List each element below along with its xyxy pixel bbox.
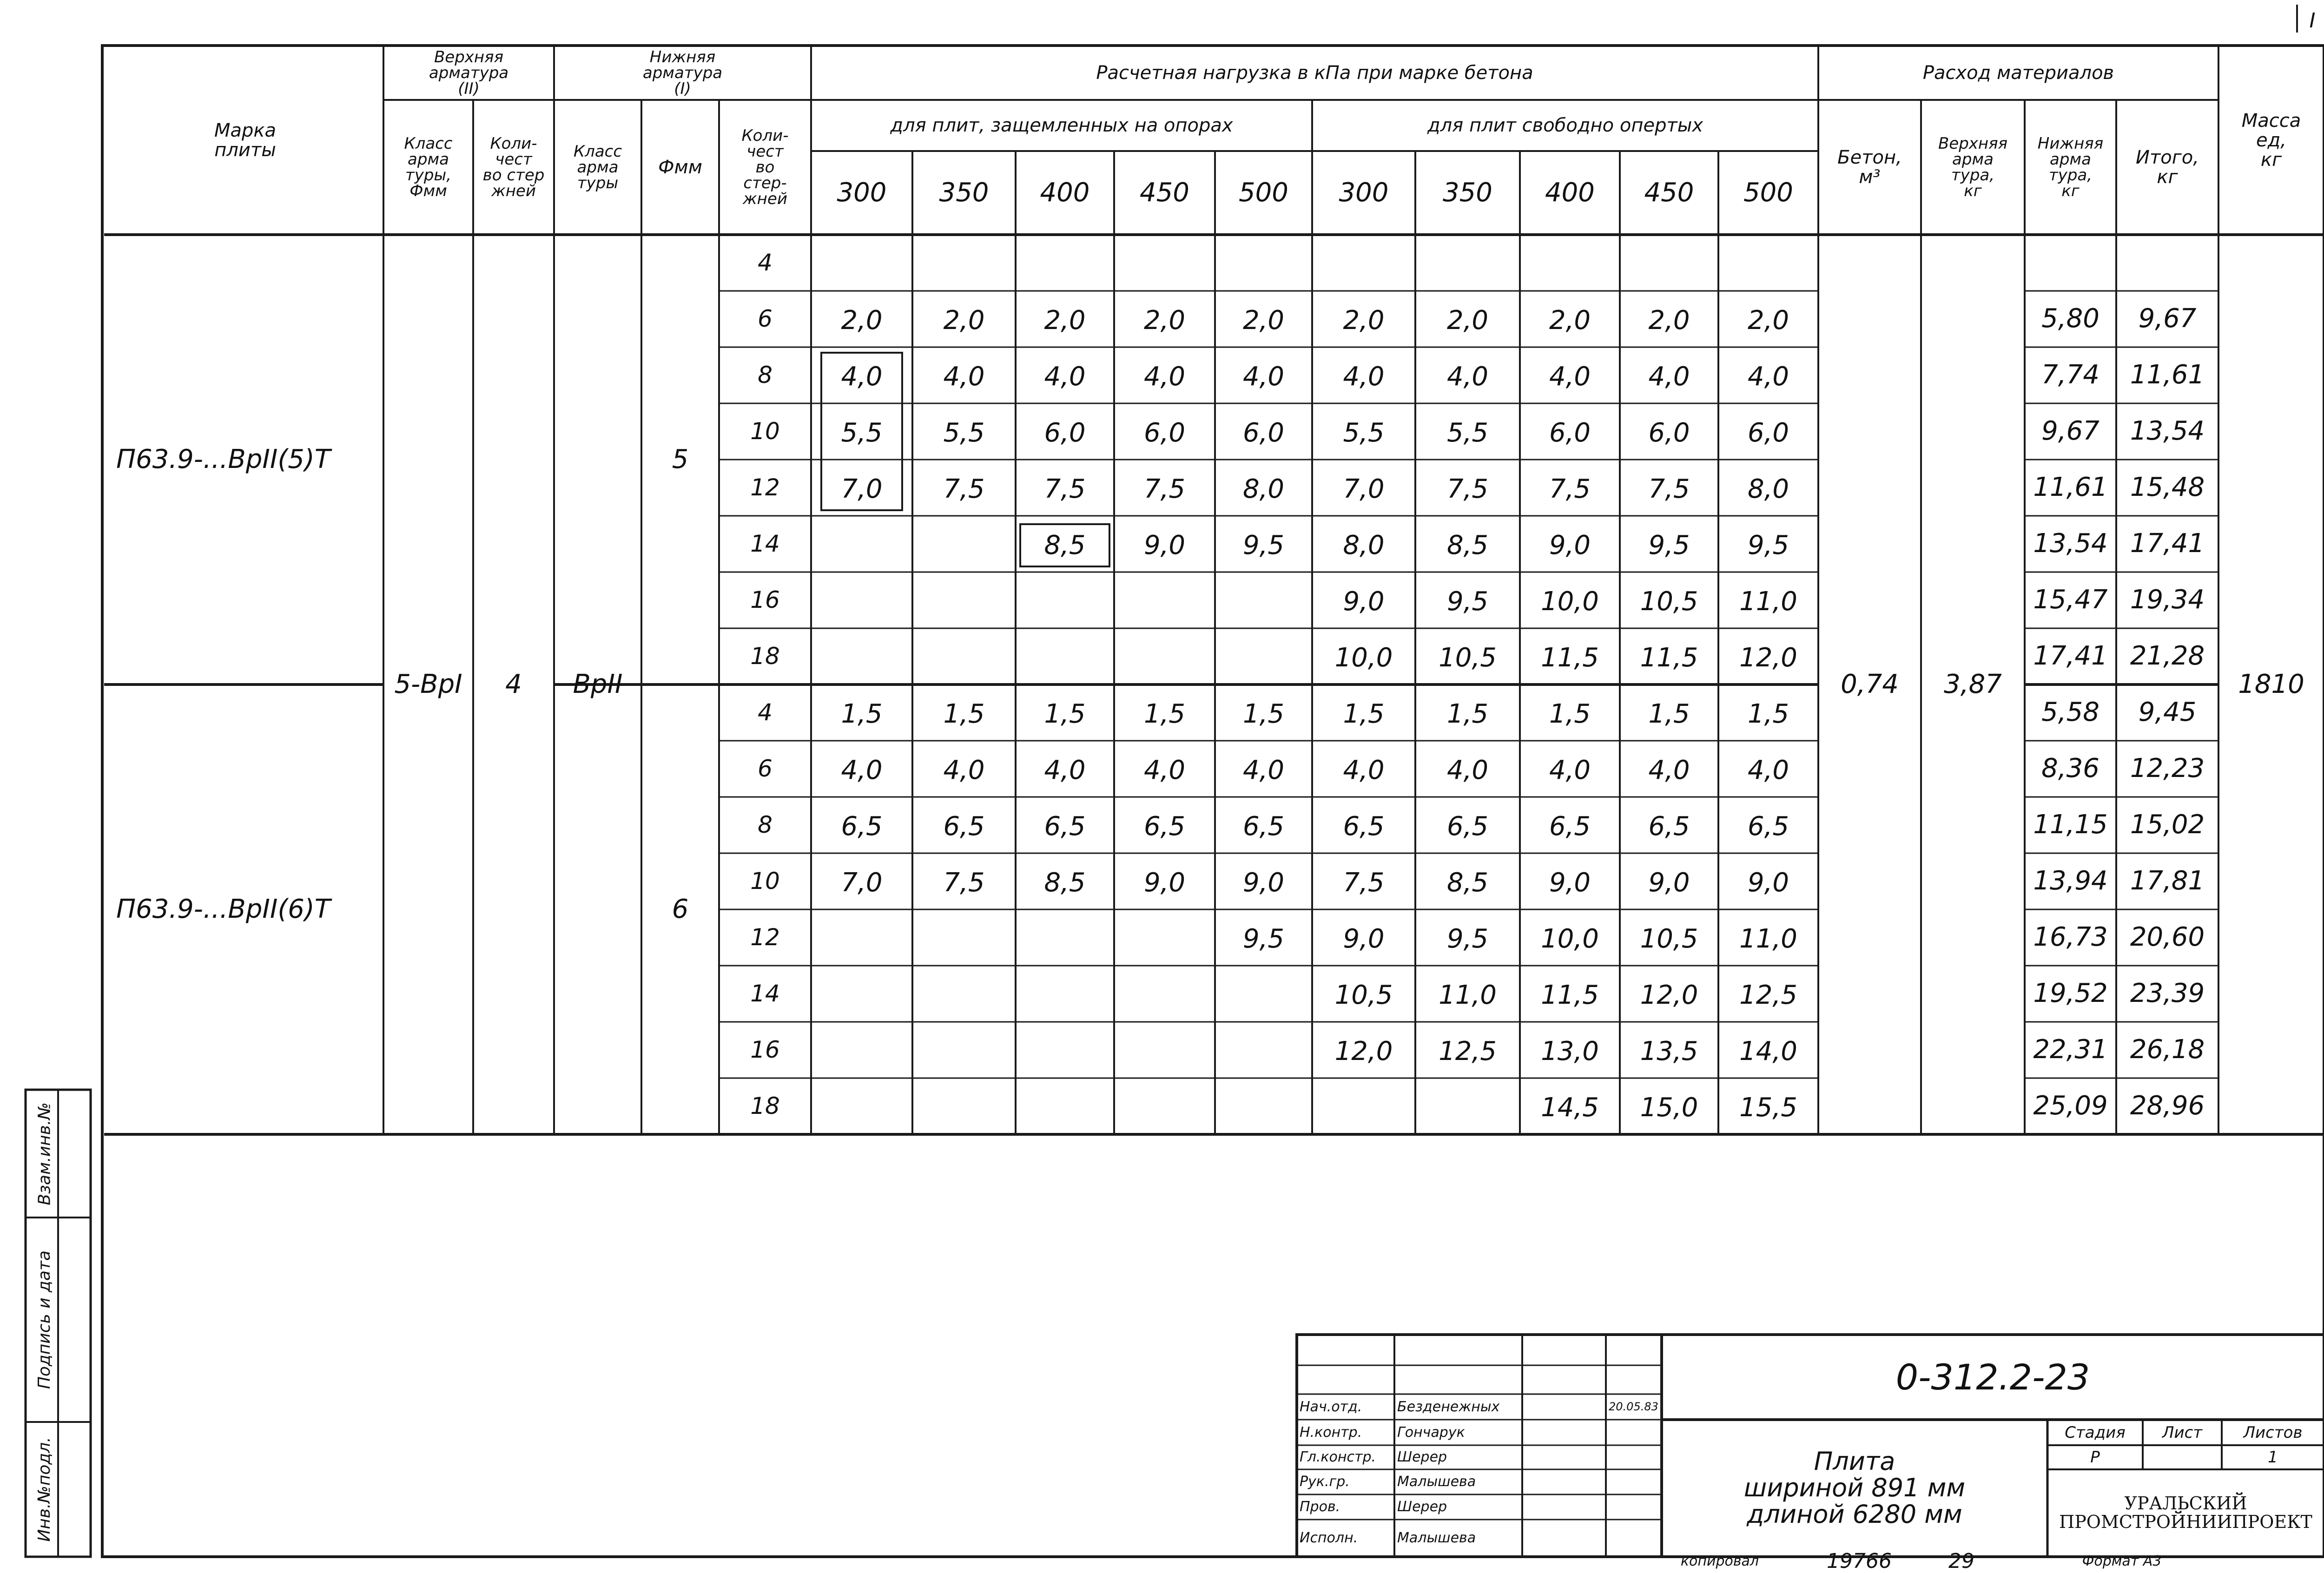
load-free-cell: 12,5 <box>1739 980 1797 1011</box>
load-free-cell: 1,5 <box>1549 699 1591 730</box>
load-clamped-cell: 1,5 <box>1044 699 1086 730</box>
copied-label: копировал <box>1680 1553 1759 1569</box>
load-free-cell: 6,0 <box>1648 418 1690 448</box>
load-free-cell: 5,5 <box>1343 418 1385 448</box>
load-clamped-cell: 5,5 <box>943 418 985 448</box>
load-clamped-cell: 4,0 <box>841 362 883 392</box>
load-free-cell: 9,5 <box>1648 530 1690 561</box>
lower-mass-cell: 8,36 <box>2041 753 2100 784</box>
load-free-cell: 4,0 <box>1648 362 1690 392</box>
load-clamped-cell: 4,0 <box>943 362 985 392</box>
load-clamped-cell <box>912 516 1016 572</box>
name-label: Гончарук <box>1397 1424 1465 1441</box>
load-free-cell: 13,0 <box>1541 1036 1599 1067</box>
load-free-cell: 9,5 <box>1446 924 1489 954</box>
load-clamped-cell <box>1016 628 1114 684</box>
load-free-cell: 4,0 <box>1343 755 1385 786</box>
bar-count: 8 <box>758 811 772 839</box>
format-label: Формат А3 <box>2082 1553 2162 1569</box>
side-stamp-label-0: Инв.№подл. <box>34 1437 54 1542</box>
lower-mass-header: Нижняя арма тура, кг <box>2037 134 2104 200</box>
grade-clamped-2: 400 <box>1040 177 1090 208</box>
bar-count: 10 <box>750 868 780 895</box>
bar-count: 8 <box>758 362 772 389</box>
load-free-cell: 10,0 <box>1541 924 1599 954</box>
load-clamped-cell <box>1016 966 1114 1022</box>
load-clamped-cell: 6,5 <box>841 811 883 842</box>
bar-count: 18 <box>750 1093 780 1120</box>
load-free-cell <box>1620 235 1718 291</box>
load-free-cell <box>1312 235 1415 291</box>
upper-mass-header: Верхняя арма тура, кг <box>1938 134 2008 200</box>
load-clamped-cell: 1,5 <box>841 699 883 730</box>
load-clamped-cell <box>1016 909 1114 966</box>
load-clamped-cell <box>1016 235 1114 291</box>
load-free-cell: 1,5 <box>1343 699 1385 730</box>
load-free-cell: 7,5 <box>1549 474 1591 505</box>
load-free-cell: 6,0 <box>1549 418 1591 448</box>
lower-mass-cell: 17,41 <box>2033 641 2108 671</box>
lower-diameter-header: Фмм <box>658 157 702 178</box>
unit-mass-header: Масса ед, кг <box>2241 110 2301 171</box>
load-free-cell <box>1415 235 1520 291</box>
load-free-cell: 12,0 <box>1334 1036 1393 1067</box>
load-clamped-cell: 8,5 <box>1044 868 1086 898</box>
total-mass-cell: 9,67 <box>2138 303 2197 334</box>
load-free-cell: 15,5 <box>1739 1093 1797 1123</box>
load-free-cell: 10,5 <box>1334 980 1393 1011</box>
lower-mass-cell: 22,31 <box>2033 1034 2108 1065</box>
name-label: Шерер <box>1397 1449 1447 1466</box>
load-free-cell: 9,0 <box>1343 586 1385 617</box>
grade-clamped-0: 300 <box>837 177 887 208</box>
lower-mass-cell: 5,58 <box>2041 697 2100 728</box>
load-free-cell: 6,0 <box>1747 418 1789 448</box>
load-free-cell: 6,5 <box>1343 811 1385 842</box>
load-free-cell <box>1415 1078 1520 1134</box>
load-free-cell: 6,5 <box>1549 811 1591 842</box>
load-clamped-cell <box>811 909 912 966</box>
lower-count-header: Коли- чест во стер- жней <box>741 126 789 208</box>
load-free-cell: 14,5 <box>1541 1093 1599 1123</box>
load-clamped-cell <box>912 909 1016 966</box>
load-clamped-cell: 6,0 <box>1242 418 1285 448</box>
load-clamped-cell: 8,5 <box>1044 530 1086 561</box>
grade-free-2: 400 <box>1545 177 1595 208</box>
load-free-cell: 7,5 <box>1446 474 1489 505</box>
load-clamped-cell <box>1215 1078 1312 1134</box>
load-clamped-cell <box>1114 909 1215 966</box>
load-clamped-cell: 2,0 <box>1143 305 1186 336</box>
load-free-cell: 15,0 <box>1640 1093 1698 1123</box>
load-free-cell: 8,0 <box>1747 474 1789 505</box>
load-free-cell: 2,0 <box>1343 305 1385 336</box>
load-clamped-cell: 4,0 <box>841 755 883 786</box>
role-label: Нач.отд. <box>1300 1398 1362 1415</box>
load-free-cell: 10,0 <box>1334 643 1393 673</box>
total-mass-cell: 11,61 <box>2130 360 2205 390</box>
load-clamped-cell <box>1215 1022 1312 1078</box>
load-free-cell: 7,5 <box>1343 868 1385 898</box>
load-free-cell <box>1520 235 1620 291</box>
bar-count: 18 <box>750 643 780 670</box>
side-stamp-label-1: Подпись и дата <box>34 1250 54 1389</box>
date-label: 20.05.83 <box>1609 1400 1658 1413</box>
lower-mass-cell: 9,67 <box>2041 416 2100 447</box>
load-clamped-cell <box>1215 628 1312 684</box>
sheets-label: Листов <box>2243 1423 2303 1442</box>
load-clamped-cell: 7,5 <box>1143 474 1186 505</box>
role-label: Рук.гр. <box>1300 1474 1350 1490</box>
side-stamp-label-2: Взам.инв.№ <box>34 1102 54 1205</box>
load-clamped-cell: 9,0 <box>1143 868 1186 898</box>
doc-code: 0-312.2-23 <box>1895 1356 2090 1398</box>
total-mass-cell: 21,28 <box>2130 641 2205 671</box>
load-clamped-cell: 2,0 <box>841 305 883 336</box>
load-clamped-cell <box>811 235 912 291</box>
role-label: Пров. <box>1300 1499 1340 1515</box>
load-clamped-cell: 4,0 <box>1143 362 1186 392</box>
organization-name: УРАЛЬСКИЙ ПРОМСТРОЙНИИПРОЕКТ <box>2059 1493 2312 1532</box>
load-clamped-cell: 2,0 <box>1242 305 1285 336</box>
load-clamped-cell <box>811 1078 912 1134</box>
load-clamped-cell: 1,5 <box>1143 699 1186 730</box>
load-free-cell: 9,0 <box>1747 868 1789 898</box>
lower-mass-cell: 11,15 <box>2033 810 2108 840</box>
load-free-cell <box>1718 235 1818 291</box>
load-clamped-cell <box>912 1022 1016 1078</box>
load-clamped-cell: 5,5 <box>841 418 883 448</box>
lower-mass-cell: 13,94 <box>2033 866 2108 896</box>
load-free-cell: 6,5 <box>1648 811 1690 842</box>
bar-count: 16 <box>750 586 780 614</box>
load-clamped-cell: 6,5 <box>1143 811 1186 842</box>
load-clamped-cell: 6,5 <box>1242 811 1285 842</box>
load-free-cell: 11,0 <box>1739 924 1797 954</box>
diameter-0: 5 <box>672 444 689 474</box>
load-clamped-cell <box>1114 1078 1215 1134</box>
load-free-cell: 2,0 <box>1446 305 1489 336</box>
load-free-cell: 4,0 <box>1549 755 1591 786</box>
load-clamped-cell: 7,5 <box>943 474 985 505</box>
load-clamped-cell: 7,0 <box>841 868 883 898</box>
load-free-cell: 4,0 <box>1747 755 1789 786</box>
unit-mass-value: 1810 <box>2238 669 2304 699</box>
load-title-header: Расчетная нагрузка в кПа при марке бетона <box>1096 62 1533 84</box>
load-free-cell: 10,5 <box>1640 924 1698 954</box>
load-clamped-cell <box>1215 235 1312 291</box>
load-clamped-cell: 4,0 <box>943 755 985 786</box>
load-free-cell: 9,0 <box>1549 530 1591 561</box>
total-mass-cell: 28,96 <box>2130 1091 2205 1121</box>
load-free-cell: 8,0 <box>1343 530 1385 561</box>
total-mass-cell: 23,39 <box>2130 978 2205 1009</box>
load-clamped-cell <box>811 1022 912 1078</box>
load-clamped-cell <box>1114 1022 1215 1078</box>
bar-count: 6 <box>758 755 772 783</box>
load-clamped-cell: 7,5 <box>943 868 985 898</box>
bar-count: 16 <box>750 1036 780 1064</box>
total-mass-cell: 15,48 <box>2130 472 2205 503</box>
load-free-cell: 11,5 <box>1640 643 1698 673</box>
doc-title: Плита шириной 891 мм длиной 6280 мм <box>1743 1447 1966 1529</box>
name-label: Малышева <box>1397 1530 1476 1547</box>
brand-header: Марка плиты <box>214 119 277 161</box>
total-header: Итого, кг <box>2136 147 2199 188</box>
load-free-cell: 6,5 <box>1747 811 1789 842</box>
load-clamped-cell: 4,0 <box>1242 362 1285 392</box>
upper-reinf-header: Верхняя арматура (II) <box>429 47 509 98</box>
load-free-cell: 4,0 <box>1343 362 1385 392</box>
load-clamped-cell <box>1215 572 1312 628</box>
load-clamped-cell <box>1016 1022 1114 1078</box>
load-free-cell: 8,5 <box>1446 530 1489 561</box>
load-clamped-cell <box>1114 628 1215 684</box>
total-mass-cell: 26,18 <box>2130 1034 2205 1065</box>
load-free-cell: 12,0 <box>1739 643 1797 673</box>
slab-mark-0: П63.9-...BpII(5)T <box>116 444 330 474</box>
load-clamped-cell <box>912 235 1016 291</box>
load-clamped-cell: 2,0 <box>1044 305 1086 336</box>
load-clamped-cell: 4,0 <box>1044 755 1086 786</box>
page-marker: I <box>2309 8 2316 33</box>
load-clamped-cell <box>811 966 912 1022</box>
load-clamped-cell: 7,0 <box>841 474 883 505</box>
grade-clamped-3: 450 <box>1140 177 1189 208</box>
load-clamped-cell: 9,5 <box>1242 530 1285 561</box>
load-clamped-cell: 6,0 <box>1044 418 1086 448</box>
upper-count-value: 4 <box>505 669 522 699</box>
load-free-cell: 1,5 <box>1446 699 1489 730</box>
total-mass-cell: 13,54 <box>2130 416 2205 447</box>
lower-mass-cell: 5,80 <box>2041 303 2100 334</box>
bar-count: 12 <box>750 924 780 951</box>
role-label: Исполн. <box>1300 1530 1358 1547</box>
materials-header: Расход материалов <box>1922 62 2114 84</box>
load-free-cell: 1,5 <box>1747 699 1789 730</box>
lower-class-value: BpII <box>573 669 623 699</box>
load-clamped-cell: 9,0 <box>1242 868 1285 898</box>
load-free-cell: 5,5 <box>1446 418 1489 448</box>
load-clamped-cell: 7,5 <box>1044 474 1086 505</box>
lower-mass-cell <box>2025 235 2116 291</box>
total-mass-cell: 12,23 <box>2130 753 2205 784</box>
role-label: Гл.констр. <box>1300 1449 1376 1466</box>
load-clamped-cell: 6,5 <box>1044 811 1086 842</box>
load-free-cell: 7,0 <box>1343 474 1385 505</box>
load-free-cell: 1,5 <box>1648 699 1690 730</box>
load-clamped-cell: 4,0 <box>1143 755 1186 786</box>
total-mass-cell: 17,41 <box>2130 528 2205 559</box>
load-free-cell: 11,0 <box>1439 980 1497 1011</box>
load-free-cell: 9,5 <box>1747 530 1789 561</box>
free-header: для плит свободно опертых <box>1427 115 1703 136</box>
load-free-cell: 4,0 <box>1648 755 1690 786</box>
bar-count: 14 <box>750 980 780 1007</box>
name-label: Безденежных <box>1397 1398 1500 1415</box>
bar-count: 10 <box>750 418 780 445</box>
grade-clamped-4: 500 <box>1239 177 1288 208</box>
bar-count: 14 <box>750 530 780 558</box>
load-clamped-cell <box>811 628 912 684</box>
load-clamped-cell <box>1016 572 1114 628</box>
load-clamped-cell <box>811 572 912 628</box>
load-clamped-cell: 1,5 <box>943 699 985 730</box>
total-mass-cell <box>2116 235 2218 291</box>
upper-mass-value: 3,87 <box>1944 669 2002 699</box>
load-free-cell: 8,5 <box>1446 868 1489 898</box>
load-clamped-cell <box>1114 966 1215 1022</box>
grade-free-1: 350 <box>1443 177 1492 208</box>
lower-mass-cell: 16,73 <box>2033 922 2108 953</box>
total-mass-cell: 17,81 <box>2130 866 2205 896</box>
bar-count: 12 <box>750 474 780 501</box>
load-clamped-cell <box>912 572 1016 628</box>
load-clamped-cell: 9,0 <box>1143 530 1186 561</box>
load-free-cell: 9,0 <box>1648 868 1690 898</box>
load-clamped-cell: 1,5 <box>1242 699 1285 730</box>
load-free-cell: 4,0 <box>1446 755 1489 786</box>
grade-free-0: 300 <box>1339 177 1389 208</box>
load-free-cell: 10,5 <box>1439 643 1497 673</box>
bar-count: 4 <box>758 249 772 276</box>
name-label: Малышева <box>1397 1474 1476 1490</box>
total-mass-cell: 15,02 <box>2130 810 2205 840</box>
role-label: Н.контр. <box>1300 1424 1362 1441</box>
load-free-cell: 2,0 <box>1648 305 1690 336</box>
load-free-cell: 10,5 <box>1640 586 1698 617</box>
load-clamped-cell <box>1016 1078 1114 1134</box>
load-free-cell: 11,0 <box>1739 586 1797 617</box>
load-clamped-cell: 8,0 <box>1242 474 1285 505</box>
load-clamped-cell: 6,0 <box>1143 418 1186 448</box>
sheets-value: 1 <box>2268 1448 2278 1467</box>
load-free-cell: 10,0 <box>1541 586 1599 617</box>
load-free-cell: 2,0 <box>1747 305 1789 336</box>
total-mass-cell: 9,45 <box>2138 697 2197 728</box>
load-free-cell: 12,0 <box>1640 980 1698 1011</box>
lower-mass-cell: 13,54 <box>2033 528 2108 559</box>
upper-count-header: Коли- чест во стер жней <box>482 134 545 200</box>
load-free-cell: 9,0 <box>1549 868 1591 898</box>
load-free-cell: 7,5 <box>1648 474 1690 505</box>
upper-class-value: 5-BpI <box>394 669 462 699</box>
total-mass-cell: 19,34 <box>2130 585 2205 615</box>
concrete-value: 0,74 <box>1841 669 1899 699</box>
load-free-cell <box>1312 1078 1415 1134</box>
concrete-header: Бетон, м³ <box>1837 147 1902 188</box>
load-free-cell: 11,5 <box>1541 643 1599 673</box>
bar-count: 4 <box>758 699 772 726</box>
load-clamped-cell <box>1114 235 1215 291</box>
load-clamped-cell <box>811 516 912 572</box>
clamped-header: для плит, защемленных на опорах <box>890 115 1233 136</box>
lower-mass-cell: 25,09 <box>2033 1091 2108 1121</box>
total-mass-cell: 20,60 <box>2130 922 2205 953</box>
load-clamped-cell <box>912 966 1016 1022</box>
grade-free-3: 450 <box>1644 177 1694 208</box>
load-free-cell: 9,5 <box>1446 586 1489 617</box>
load-clamped-cell <box>1215 966 1312 1022</box>
copy-page: 29 <box>1948 1549 1974 1573</box>
load-clamped-cell <box>912 628 1016 684</box>
stage-label: Стадия <box>2065 1423 2126 1442</box>
bar-count: 6 <box>758 305 772 333</box>
load-free-cell: 4,0 <box>1549 362 1591 392</box>
load-free-cell: 4,0 <box>1747 362 1789 392</box>
load-clamped-cell: 9,5 <box>1242 924 1285 954</box>
lower-mass-cell: 15,47 <box>2033 585 2108 615</box>
grade-free-4: 500 <box>1743 177 1793 208</box>
load-free-cell: 11,5 <box>1541 980 1599 1011</box>
upper-class-header: Класс арма туры, Фмм <box>404 134 453 200</box>
load-clamped-cell <box>1114 572 1215 628</box>
lower-mass-cell: 11,61 <box>2033 472 2108 503</box>
grade-clamped-1: 350 <box>939 177 989 208</box>
diameter-1: 6 <box>672 894 689 924</box>
stage-value: Р <box>2090 1448 2100 1467</box>
lower-class-header: Класс арма туры <box>573 142 622 192</box>
lower-reinf-header: Нижняя арматура (I) <box>642 47 723 98</box>
load-free-cell: 4,0 <box>1446 362 1489 392</box>
lower-mass-cell: 19,52 <box>2033 978 2108 1009</box>
name-label: Шерер <box>1397 1499 1447 1515</box>
load-clamped-cell: 2,0 <box>943 305 985 336</box>
copy-number: 19766 <box>1827 1549 1892 1573</box>
load-free-cell: 6,5 <box>1446 811 1489 842</box>
load-free-cell: 12,5 <box>1439 1036 1497 1067</box>
load-clamped-cell: 6,5 <box>943 811 985 842</box>
load-clamped-cell <box>912 1078 1016 1134</box>
load-clamped-cell: 4,0 <box>1044 362 1086 392</box>
load-free-cell: 14,0 <box>1739 1036 1797 1067</box>
load-free-cell: 9,0 <box>1343 924 1385 954</box>
load-free-cell: 2,0 <box>1549 305 1591 336</box>
sheet-label: Лист <box>2162 1423 2203 1442</box>
slab-mark-1: П63.9-...BpII(6)T <box>116 894 330 924</box>
lower-mass-cell: 7,74 <box>2041 360 2100 390</box>
load-free-cell: 13,5 <box>1640 1036 1698 1067</box>
load-clamped-cell: 4,0 <box>1242 755 1285 786</box>
